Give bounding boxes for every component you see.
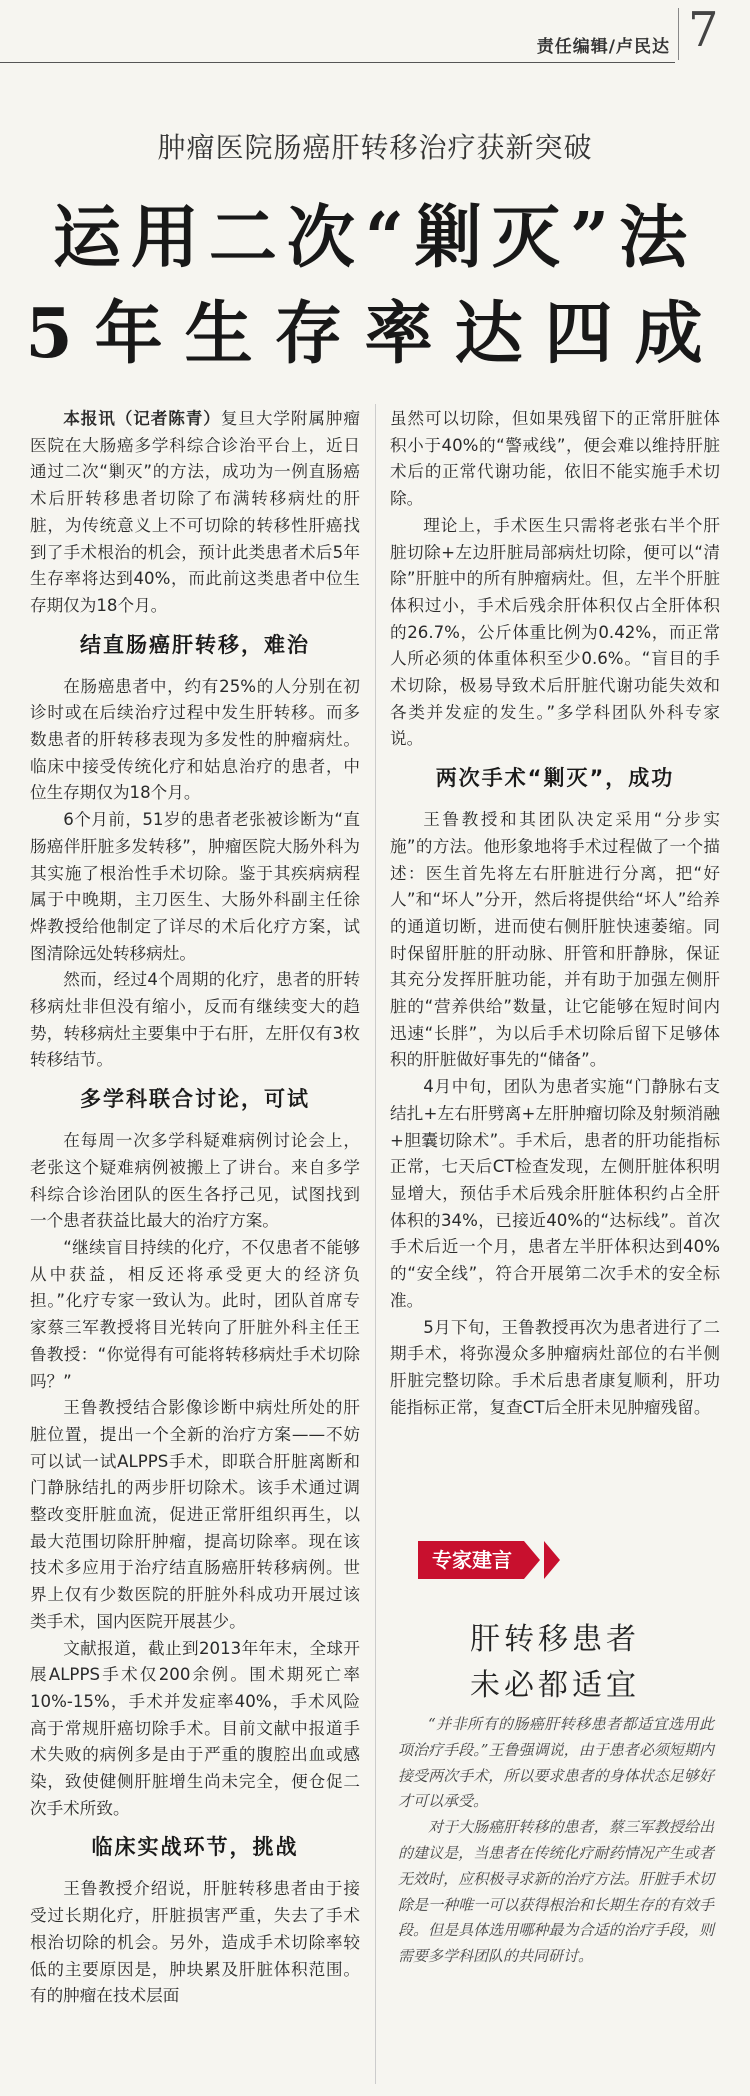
section-title: 结直肠癌肝转移，难治 — [80, 632, 310, 657]
arrow-icon — [544, 1541, 560, 1579]
column-divider — [375, 404, 376, 2084]
arrow-icon — [524, 1541, 540, 1579]
header-rule — [0, 62, 675, 63]
page-header — [0, 0, 750, 64]
paragraph: 在每周一次多学科疑难病例讨论会上，老张这个疑难病例被搬上了讲台。来自多学科综合诊治团队的医生各抒己见，试图找到一个患者获益比最大的治疗方案。 — [30, 1131, 360, 1231]
sidebar-title-line2: 未必都适宜 — [470, 1668, 640, 1703]
main-headline-line1: 运用二次“剿灭”法 — [52, 198, 698, 278]
expert-advice-banner — [418, 1539, 560, 1581]
header-divider — [678, 8, 679, 60]
paragraph: 在肠癌患者中，约有25%的人分别在初诊时或在后续治疗过程中发生肝转移。而多数患者的肝转移表现为多发性的肿瘤病灶。临床中接受传统化疗和姑息治疗的患者，中位生存期仅为18个月。 — [30, 676, 360, 803]
byline: 本报讯（记者陈青） — [63, 409, 221, 428]
paragraph-continued: 虽然可以切除，但如果残留下的正常肝脏体积小于40%的“警戒线”，便会难以维持肝脏术后的正常代谢功能，依旧不能实施手术切除。 — [390, 409, 720, 509]
sidebar-title-line1: 肝转移患者 — [470, 1622, 640, 1657]
section-title: 多学科联合讨论，可试 — [80, 1087, 310, 1112]
main-headline-line2: 5年生存率达四成 — [25, 294, 725, 374]
paragraph: 5月下旬，王鲁教授再次为患者进行了二期手术，将弥漫众多肿瘤病灶部位的右半侧肝脏完整切除。手术后患者康复顺利，肝功能指标正常，复查CT后全肝未见肿瘤残留。 — [390, 1317, 720, 1417]
article-column-left — [30, 406, 360, 2010]
paragraph: 王鲁教授和其团队决定采用“分步实施”的方法。他形象地将手术过程做了一个描述：医生首先将左右肝脏进行分离，把“好人”和“坏人”分开，然后将提供给“坏人”给养的通道切断，进而使右侧肝脏快速萎缩。同时保留肝脏的肝动脉、肝管和肝静脉，保证其充分发挥肝脏功能，并有助于加强左侧肝脏的“营养供给”数量，让它能够在短时间内迅速“长胖”，为以后手术切除后留下足够体积的肝脏做好事先的“储备”。 — [390, 810, 720, 1070]
editor-credit: 责任编辑/卢民达 — [536, 37, 670, 57]
paragraph: “继续盲目持续的化疗，不仅患者不能够从中获益，相反还将承受更大的经济负担。”化疗专家一致认为。此时，团队首席专家蔡三军教授将目光转向了肝脏外科主任王鲁教授：“你觉得有可能将转移病灶手术切除吗？” — [30, 1237, 360, 1391]
page-number: 7 — [688, 2, 719, 58]
paragraph: 王鲁教授介绍说，肝脏转移患者由于接受过长期化疗，肝脏损害严重，失去了手术根治切除的机会。另外，造成手术切除率较低的主要原因是，肿块累及肝脏体积范围。有的肿瘤在技术层面 — [30, 1879, 360, 2006]
article-intro: 本报讯（记者陈青）复旦大学附属肿瘤医院在大肠癌多学科综合诊治平台上，近日通过二次“剿灭”的方法，成功为一例直肠癌术后肝转移患者切除了布满转移病灶的肝脏，为传统意义上不可切除的转移性肝癌找到了手术根治的机会，预计此类患者术后5年生存率将达到40%，而此前这类患者中位生存期仅为18个月。 — [30, 409, 361, 615]
paragraph: 理论上，手术医生只需将老张右半个肝脏切除+左边肝脏局部病灶切除，便可以“清除”肝脏中的所有肿瘤病灶。但，左半个肝脏体积过小，手术后残余肝体积仅占全肝体积的26.7%，公斤体重比例为0.42%，而正常人所必须的体重体积至少0.6%。“盲目的手术切除，极易导致术后肝脏代谢功能失效和各类并发症的发生。”多学科团队外科专家说。 — [390, 515, 720, 749]
sidebar-body — [398, 1712, 714, 1970]
paragraph: 王鲁教授结合影像诊断中病灶所处的肝脏位置，提出一个全新的治疗方案——不妨可以试一试ALPPS手术，即联合肝脏离断和门静脉结扎的两步肝切除术。该手术通过调整改变肝脏血流，促进正常肝组织再生，以最大范围切除肝肿瘤，提高切除率。现在该技术多应用于治疗结直肠癌肝转移病例。世界上仅有少数医院的肝脏外科成功开展过该类手术，国内医院开展甚少。 — [30, 1398, 360, 1631]
paragraph: “并非所有的肠癌肝转移患者都适宜选用此项治疗手段。”王鲁强调说，由于患者必须短期内接受两次手术，所以要求患者的身体状态足够好才可以承受。 — [398, 1715, 714, 1811]
paragraph: 文献报道，截止到2013年年末，全球开展ALPPS手术仅200余例。围术期死亡率10%-15%，手术并发症率40%，手术风险高于常规肝癌切除手术。目前文献中报道手术失败的病例多是由于严重的腹腔出血或感染，致使健侧肝脏增生尚未完全，便仓促二次手术所致。 — [30, 1638, 360, 1818]
expert-advice-label: 专家建言 — [418, 1541, 524, 1579]
paragraph: 6个月前，51岁的患者老张被诊断为“直肠癌伴肝脏多发转移”，肿瘤医院大肠外科为其实施了根治性手术切除。鉴于其疾病病程属于中晚期，主刀医生、大肠外科副主任徐烨教授给他制定了详尽的术后化疗方案，试图清除远处转移病灶。 — [30, 810, 360, 963]
kicker-headline: 肿瘤医院肠癌肝转移治疗获新突破 — [157, 131, 593, 164]
section-title: 两次手术“剿灭”，成功 — [435, 766, 675, 791]
paragraph: 对于大肠癌肝转移的患者，蔡三军教授给出的建议是，当患者在传统化疗耐药情况产生或者无效时，应积极寻求新的治疗方法。肝脏手术切除是一种唯一可以获得根治和长期生存的有效手段。但是具体选用哪种最为合适的治疗手段，则需要多学科团队的共同研讨。 — [398, 1818, 714, 1966]
section-title: 临床实战环节，挑战 — [91, 1835, 299, 1860]
paragraph: 然而，经过4个周期的化疗，患者的肝转移病灶非但没有缩小，反而有继续变大的趋势，转移病灶主要集中于右肝，左肝仅有3枚转移结节。 — [30, 970, 360, 1070]
paragraph: 4月中旬，团队为患者实施“门静脉右支结扎+左右肝劈离+左肝肿瘤切除及射频消融+胆囊切除术”。手术后，患者的肝功能指标正常，七天后CT检查发现，左侧肝脏体积明显增大，预估手术后残余肝脏体积约占全肝体积的34%，已接近40%的“达标线”。首次手术后近一个月，患者左半肝体积达到40%的“安全线”，符合开展第二次手术的安全标准。 — [390, 1077, 720, 1310]
article-column-right — [390, 406, 720, 1421]
